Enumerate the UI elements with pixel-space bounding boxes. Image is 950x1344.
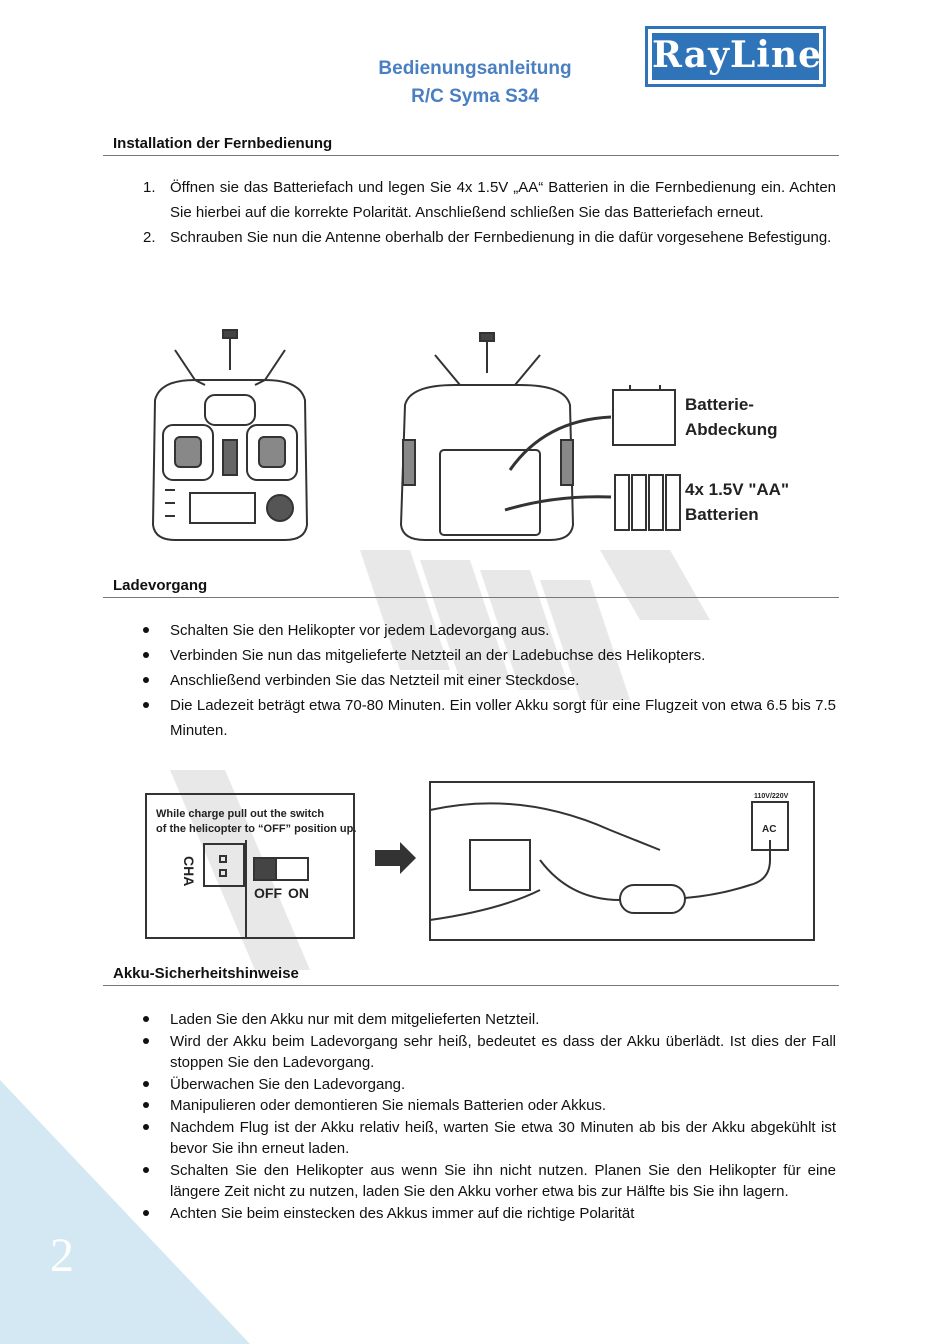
bullet (143, 627, 149, 633)
list-item (143, 618, 836, 643)
rayline-logo (645, 26, 826, 87)
heading-installation: Installation der Fernbedienung (113, 135, 333, 152)
list-item-text: Wird der Akku beim Ladevorgang sehr heiß, bedeutet es dass der Akku überlädt. Ist dies der Fall stoppen Sie den Ladevorgang. (170, 1032, 836, 1071)
list-item (143, 693, 836, 743)
list-item-text: Nachdem Flug ist der Akku relativ heiß, warten Sie etwa 30 Minuten ab bis der Akku abgekühlt ist bevor Sie ihn erneut laden. (170, 1118, 836, 1157)
bullet (143, 1016, 149, 1022)
list-item-text: Anschließend verbinden Sie das Netzteil mit einer Steckdose. (170, 672, 580, 689)
page-number: 2 (50, 1229, 74, 1282)
logo-text: RayLine (652, 33, 819, 80)
installation-steps (143, 175, 836, 250)
list-item (143, 225, 836, 250)
remote-control-figure (135, 325, 835, 550)
bullet (143, 652, 149, 658)
list-item (143, 1009, 836, 1031)
list-item-text: Schalten Sie den Helikopter vor jedem Ladevorgang aus. (170, 622, 550, 639)
label-battery-cover-2: Abdeckung (685, 420, 778, 439)
label-batteries-1: 4x 1.5V "AA" (685, 480, 790, 499)
list-item-text: Manipulieren oder demontieren Sie niemals Batterien oder Akkus. (170, 1097, 607, 1114)
adapter-voltage: 110V/220V (754, 793, 789, 800)
heading-charging: Ladevorgang (113, 577, 208, 594)
bullet (143, 702, 149, 708)
switch-on-label: ON (288, 885, 309, 901)
step-number: 2. (143, 229, 156, 246)
arrow-icon (375, 842, 416, 874)
list-item (143, 175, 836, 225)
cha-label: CHA (181, 856, 197, 887)
label-batteries-2: Batterien (685, 505, 759, 524)
divider (103, 597, 839, 598)
adapter-ac: AC (762, 824, 777, 835)
step-text: Schrauben Sie nun die Antenne oberhalb der Fernbedienung in die dafür vorgesehene Befestigung. (170, 229, 832, 246)
list-item-text: Laden Sie den Akku nur mit dem mitgelieferten Netzteil. (170, 1011, 540, 1028)
switch-off-label: OFF (254, 885, 282, 901)
divider (103, 985, 839, 986)
bullet (143, 1038, 149, 1044)
list-item (143, 668, 836, 693)
list-item (143, 643, 836, 668)
corner-decoration (0, 1080, 250, 1344)
list-item-text: Die Ladezeit beträgt etwa 70-80 Minuten. Ein voller Akku sorgt für eine Flugzeit von etwa 6.5 bis 7.5 Minuten. (170, 697, 836, 739)
document-subtitle: R/C Syma S34 (411, 86, 539, 107)
document-title: Bedienungsanleitung (378, 58, 572, 79)
list-item (143, 1031, 836, 1074)
list-item-text: Verbinden Sie nun das mitgelieferte Netzteil an der Ladebuchse des Helikopters. (170, 647, 706, 664)
list-item-text: Überwachen Sie den Ladevorgang. (170, 1075, 406, 1093)
divider (103, 155, 839, 156)
label-battery-cover-1: Batterie- (685, 395, 754, 414)
figure-caption-1: While charge pull out the switch (156, 808, 325, 820)
list-item-text: Achten Sie beim einstecken des Akkus immer auf die richtige Polarität (170, 1204, 635, 1222)
bullet (143, 677, 149, 683)
heading-battery-safety: Akku-Sicherheitshinweise (113, 965, 299, 982)
list-item-text: Schalten Sie den Helikopter aus wenn Sie ihn nicht nutzen. Planen Sie den Helikopter für eine längere Zeit nicht zu nutzen, laden Sie den Akku vorher etwa bis zur Hälfte bis Sie ihn lagern. (170, 1161, 836, 1200)
step-number: 1. (143, 179, 156, 196)
charging-figure (140, 780, 820, 945)
charging-list (143, 618, 836, 743)
step-text: Öffnen sie das Batteriefach und legen Sie 4x 1.5V „AA“ Batterien in die Fernbedienung ein. Achten Sie hierbei auf die korrekte Polarität. Anschließend schließen Sie das Batteriefach erneut. (170, 179, 836, 221)
figure-caption-2: of the helicopter to “OFF” position up. (156, 823, 357, 835)
